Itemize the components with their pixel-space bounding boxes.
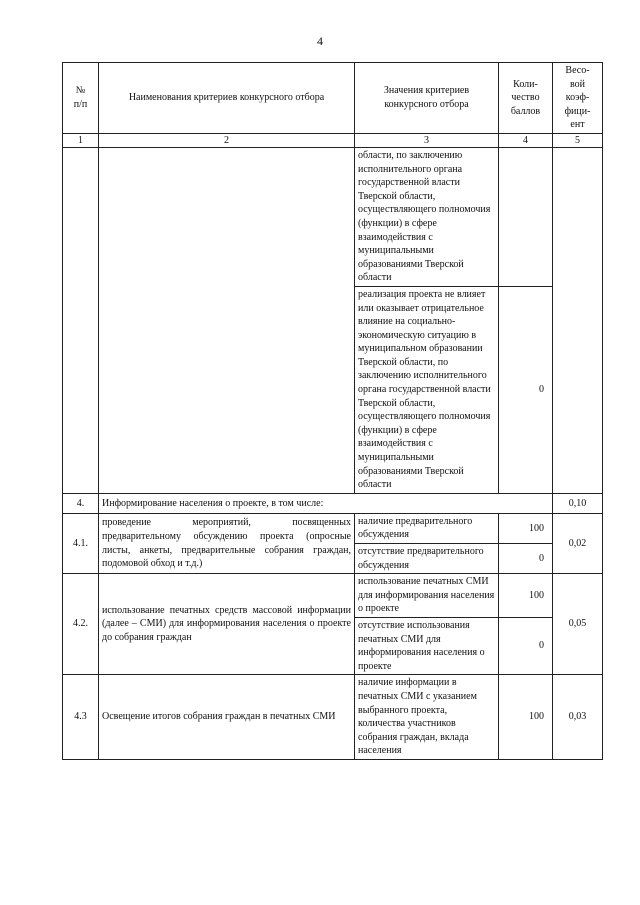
column-number: 5 <box>553 133 603 147</box>
criterion-row <box>63 513 603 543</box>
criterion-row <box>63 675 603 760</box>
criterion-number: 4.3 <box>63 675 99 760</box>
criterion-value: наличие предварительного обсуждения <box>355 513 499 543</box>
points-value: 0 <box>499 617 553 674</box>
header-criterion-name: Наименования критериев конкурсного отбора <box>99 63 355 134</box>
section-title: Информирование населения о проекте, в том числе: <box>99 493 553 513</box>
criterion-value: отсутствие предварительного обсуждения <box>355 544 499 574</box>
criterion-value: области, по заключению исполнительного органа государственной власти Тверской области, осуществляющего полномочия (функции) в сфере взаимодействия с муниципальными образованиями Тверской области <box>355 147 499 286</box>
criterion-number <box>63 147 99 493</box>
weight-coefficient: 0,02 <box>553 513 603 573</box>
criterion-row <box>63 147 603 286</box>
header-points: Коли- чество баллов <box>499 63 553 134</box>
criterion-name: использование печатных средств массовой информации (далее – СМИ) для информирования населения о проекте до собрания граждан <box>99 574 355 675</box>
header-criterion-value: Значения критериев конкурсного отбора <box>355 63 499 134</box>
criterion-value: реализация проекта не влияет или оказывает отрицательное влияние на социально-экономическую ситуацию в муниципальном образовании Тверской области, по заключению исполнительного органа государственной власти Тверской области, осуществляющего полномочия (функции) в сфере взаимодействия с муниципальными образованиями Тверской области <box>355 286 499 493</box>
column-number: 2 <box>99 133 355 147</box>
column-number: 1 <box>63 133 99 147</box>
criterion-name: Освещение итогов собрания граждан в печатных СМИ <box>99 675 355 760</box>
points-value: 0 <box>499 544 553 574</box>
weight-coefficient <box>553 147 603 493</box>
criterion-number: 4.1. <box>63 513 99 573</box>
section-number: 4. <box>63 493 99 513</box>
criterion-number: 4.2. <box>63 574 99 675</box>
criterion-row <box>63 574 603 618</box>
weight-coefficient: 0,10 <box>553 493 603 513</box>
column-number: 4 <box>499 133 553 147</box>
criterion-value: наличие информации в печатных СМИ с указанием выбранного проекта, количества участников собрания граждан, вклада населения <box>355 675 499 760</box>
header-number: № п/п <box>63 63 99 134</box>
points-value: 100 <box>499 574 553 618</box>
column-number-row <box>63 133 603 147</box>
points-value: 0 <box>499 286 553 493</box>
weight-coefficient: 0,05 <box>553 574 603 675</box>
weight-coefficient: 0,03 <box>553 675 603 760</box>
criteria-body <box>63 147 603 759</box>
points-value: 100 <box>499 675 553 760</box>
points-value <box>499 147 553 286</box>
header-row <box>63 63 603 134</box>
criterion-name <box>99 147 355 493</box>
criterion-value: использование печатных СМИ для информирования населения о проекте <box>355 574 499 618</box>
section-row <box>63 493 603 513</box>
points-value: 100 <box>499 513 553 543</box>
page-number: 4 <box>317 34 323 48</box>
header-weight: Весо- вой коэф- фици- ент <box>553 63 603 134</box>
column-number: 3 <box>355 133 499 147</box>
criterion-value: отсутствие использования печатных СМИ для информирования населения о проекте <box>355 617 499 674</box>
criteria-table <box>62 62 603 760</box>
criterion-name: проведение мероприятий, посвященных предварительному обсуждению проекта (опросные листы, анкеты, предварительные собрания граждан, подомовой обход и т.д.) <box>99 513 355 573</box>
